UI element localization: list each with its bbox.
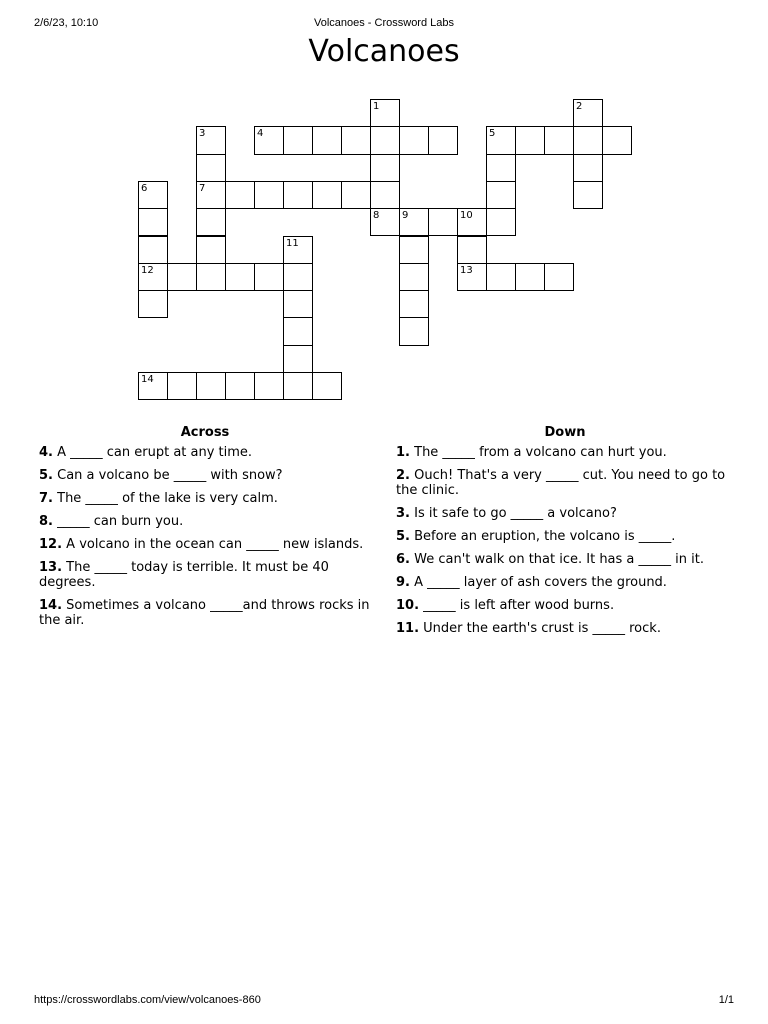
grid-cell[interactable] bbox=[138, 263, 168, 291]
grid-cell[interactable] bbox=[138, 181, 168, 209]
grid-cell[interactable] bbox=[457, 263, 487, 291]
clue-text: Can a volcano be _____ with snow? bbox=[57, 468, 283, 483]
clue-text: A _____ can erupt at any time. bbox=[57, 445, 253, 460]
footer-url: https://crosswordlabs.com/view/volcanoes-860 bbox=[34, 994, 261, 1006]
grid-cell[interactable] bbox=[283, 345, 313, 373]
grid-cell[interactable] bbox=[283, 263, 313, 291]
grid-cell[interactable] bbox=[283, 372, 313, 400]
grid-cell[interactable] bbox=[167, 372, 197, 400]
clue-text: Before an eruption, the volcano is _____. bbox=[414, 529, 676, 544]
grid-cell[interactable] bbox=[573, 99, 603, 127]
clue-text: _____ is left after wood burns. bbox=[423, 598, 615, 613]
clue-number: 13 bbox=[460, 264, 473, 276]
across-clue bbox=[39, 560, 371, 590]
clue-num: 14. bbox=[39, 598, 63, 613]
grid-cell[interactable] bbox=[370, 99, 400, 127]
clue-num: 11. bbox=[396, 621, 420, 636]
down-clue bbox=[396, 552, 734, 567]
clue-text: The _____ from a volcano can hurt you. bbox=[414, 445, 667, 460]
grid-cell[interactable] bbox=[283, 290, 313, 318]
grid-cell[interactable] bbox=[457, 236, 487, 264]
grid-cell[interactable] bbox=[399, 317, 429, 345]
grid-cell[interactable] bbox=[254, 181, 284, 209]
grid-cell[interactable] bbox=[341, 181, 371, 209]
clue-text: Ouch! That's a very _____ cut. You need to go to the clinic. bbox=[396, 468, 726, 498]
clue-text: The _____ today is terrible. It must be 40 degrees. bbox=[39, 560, 329, 590]
grid-cell[interactable] bbox=[399, 290, 429, 318]
grid-cell[interactable] bbox=[573, 154, 603, 182]
down-heading: Down bbox=[544, 425, 586, 440]
down-clue bbox=[396, 529, 734, 544]
clue-number: 3 bbox=[199, 128, 206, 140]
clue-text: _____ can burn you. bbox=[57, 514, 184, 529]
grid-cell[interactable] bbox=[225, 263, 255, 291]
grid-cell[interactable] bbox=[283, 181, 313, 209]
down-clue bbox=[396, 575, 734, 590]
grid-cell[interactable] bbox=[254, 126, 284, 154]
clue-number: 10 bbox=[460, 210, 473, 222]
clue-num: 12. bbox=[39, 537, 63, 552]
grid-cell[interactable] bbox=[370, 126, 400, 154]
print-datetime: 2/6/23, 10:10 bbox=[34, 17, 99, 29]
grid-cell[interactable] bbox=[254, 263, 284, 291]
clue-text: We can't walk on that ice. It has a _____ in it. bbox=[414, 552, 704, 567]
grid-cell[interactable] bbox=[457, 208, 487, 236]
clue-num: 5. bbox=[396, 529, 410, 544]
clue-number: 2 bbox=[576, 101, 583, 112]
across-heading: Across bbox=[180, 425, 230, 440]
across-clue bbox=[39, 598, 371, 628]
grid-cell[interactable] bbox=[196, 263, 226, 291]
grid-cell[interactable] bbox=[283, 317, 313, 345]
grid-cell[interactable] bbox=[225, 181, 255, 209]
across-clue bbox=[39, 537, 371, 552]
grid-cell[interactable] bbox=[602, 126, 632, 154]
across-clue bbox=[39, 445, 371, 460]
grid-cell[interactable] bbox=[196, 236, 226, 264]
grid-cell[interactable] bbox=[573, 126, 603, 154]
grid-cell[interactable] bbox=[283, 236, 313, 264]
grid-cell[interactable] bbox=[254, 372, 284, 400]
across-clue bbox=[39, 491, 371, 506]
clue-number: 4 bbox=[257, 128, 264, 140]
clue-text: A volcano in the ocean can _____ new islands. bbox=[66, 537, 364, 552]
clue-text: The _____ of the lake is very calm. bbox=[57, 491, 278, 506]
clue-num: 2. bbox=[396, 468, 410, 483]
grid-cell[interactable] bbox=[196, 181, 226, 209]
grid-cell[interactable] bbox=[283, 126, 313, 154]
clue-number: 9 bbox=[402, 210, 409, 222]
clue-num: 10. bbox=[396, 598, 420, 613]
clue-number: 1 bbox=[373, 101, 380, 112]
clue-num: 6. bbox=[396, 552, 410, 567]
down-clue bbox=[396, 598, 734, 613]
grid-cell[interactable] bbox=[486, 154, 516, 182]
grid-cell[interactable] bbox=[486, 263, 516, 291]
footer-page-number: 1/1 bbox=[718, 994, 734, 1006]
clue-number: 5 bbox=[489, 128, 496, 140]
grid-cell[interactable] bbox=[573, 181, 603, 209]
down-clue bbox=[396, 445, 734, 460]
grid-cell[interactable] bbox=[138, 290, 168, 318]
clue-num: 8. bbox=[39, 514, 53, 529]
grid-cell[interactable] bbox=[486, 126, 516, 154]
puzzle-title: Volcanoes bbox=[308, 34, 460, 69]
clue-number: 7 bbox=[199, 182, 206, 194]
clue-num: 7. bbox=[39, 491, 53, 506]
crossword-grid bbox=[0, 0, 768, 420]
grid-cell[interactable] bbox=[515, 263, 545, 291]
grid-cell[interactable] bbox=[312, 372, 342, 400]
grid-cell[interactable] bbox=[370, 181, 400, 209]
grid-cell[interactable] bbox=[486, 208, 516, 236]
grid-cell[interactable] bbox=[399, 263, 429, 291]
clue-num: 9. bbox=[396, 575, 410, 590]
clue-text: Under the earth's crust is _____ rock. bbox=[423, 621, 661, 636]
grid-cell[interactable] bbox=[138, 372, 168, 400]
grid-cell[interactable] bbox=[399, 208, 429, 236]
across-clues bbox=[39, 425, 371, 636]
clue-num: 3. bbox=[396, 506, 410, 521]
grid-cell[interactable] bbox=[399, 236, 429, 264]
grid-cell[interactable] bbox=[428, 208, 458, 236]
grid-cell[interactable] bbox=[196, 126, 226, 154]
grid-cell[interactable] bbox=[370, 154, 400, 182]
clue-text: Sometimes a volcano _____and throws rocks in the air. bbox=[39, 598, 370, 628]
grid-cell[interactable] bbox=[196, 208, 226, 236]
down-clue bbox=[396, 506, 734, 521]
grid-cell[interactable] bbox=[312, 181, 342, 209]
clue-num: 1. bbox=[396, 445, 410, 460]
clue-number: 14 bbox=[141, 374, 154, 385]
down-clue bbox=[396, 621, 734, 636]
across-clue bbox=[39, 468, 371, 483]
clue-number: 12 bbox=[141, 264, 154, 276]
grid-cell[interactable] bbox=[312, 126, 342, 154]
grid-cell[interactable] bbox=[544, 126, 574, 154]
clue-number: 11 bbox=[286, 237, 299, 249]
grid-cell[interactable] bbox=[196, 372, 226, 400]
down-clue bbox=[396, 468, 734, 498]
clue-num: 4. bbox=[39, 445, 53, 460]
clue-number: 8 bbox=[373, 210, 380, 222]
print-page-title: Volcanoes - Crossword Labs bbox=[313, 17, 454, 29]
clue-num: 5. bbox=[39, 468, 53, 483]
grid-cell[interactable] bbox=[370, 208, 400, 236]
grid-cell[interactable] bbox=[167, 263, 197, 291]
across-clue bbox=[39, 514, 371, 529]
down-clues bbox=[396, 425, 734, 644]
clue-num: 13. bbox=[39, 560, 63, 575]
grid-cell[interactable] bbox=[196, 154, 226, 182]
grid-cell[interactable] bbox=[515, 126, 545, 154]
clue-text: A _____ layer of ash covers the ground. bbox=[414, 575, 667, 590]
grid-cell[interactable] bbox=[399, 126, 429, 154]
clue-number: 6 bbox=[141, 182, 148, 194]
clue-text: Is it safe to go _____ a volcano? bbox=[414, 506, 617, 521]
grid-cell[interactable] bbox=[428, 126, 458, 154]
grid-cell[interactable] bbox=[225, 372, 255, 400]
grid-cell[interactable] bbox=[486, 181, 516, 209]
grid-cell[interactable] bbox=[544, 263, 574, 291]
grid-cell[interactable] bbox=[138, 208, 168, 236]
grid-cell[interactable] bbox=[341, 126, 371, 154]
grid-cell[interactable] bbox=[138, 236, 168, 264]
